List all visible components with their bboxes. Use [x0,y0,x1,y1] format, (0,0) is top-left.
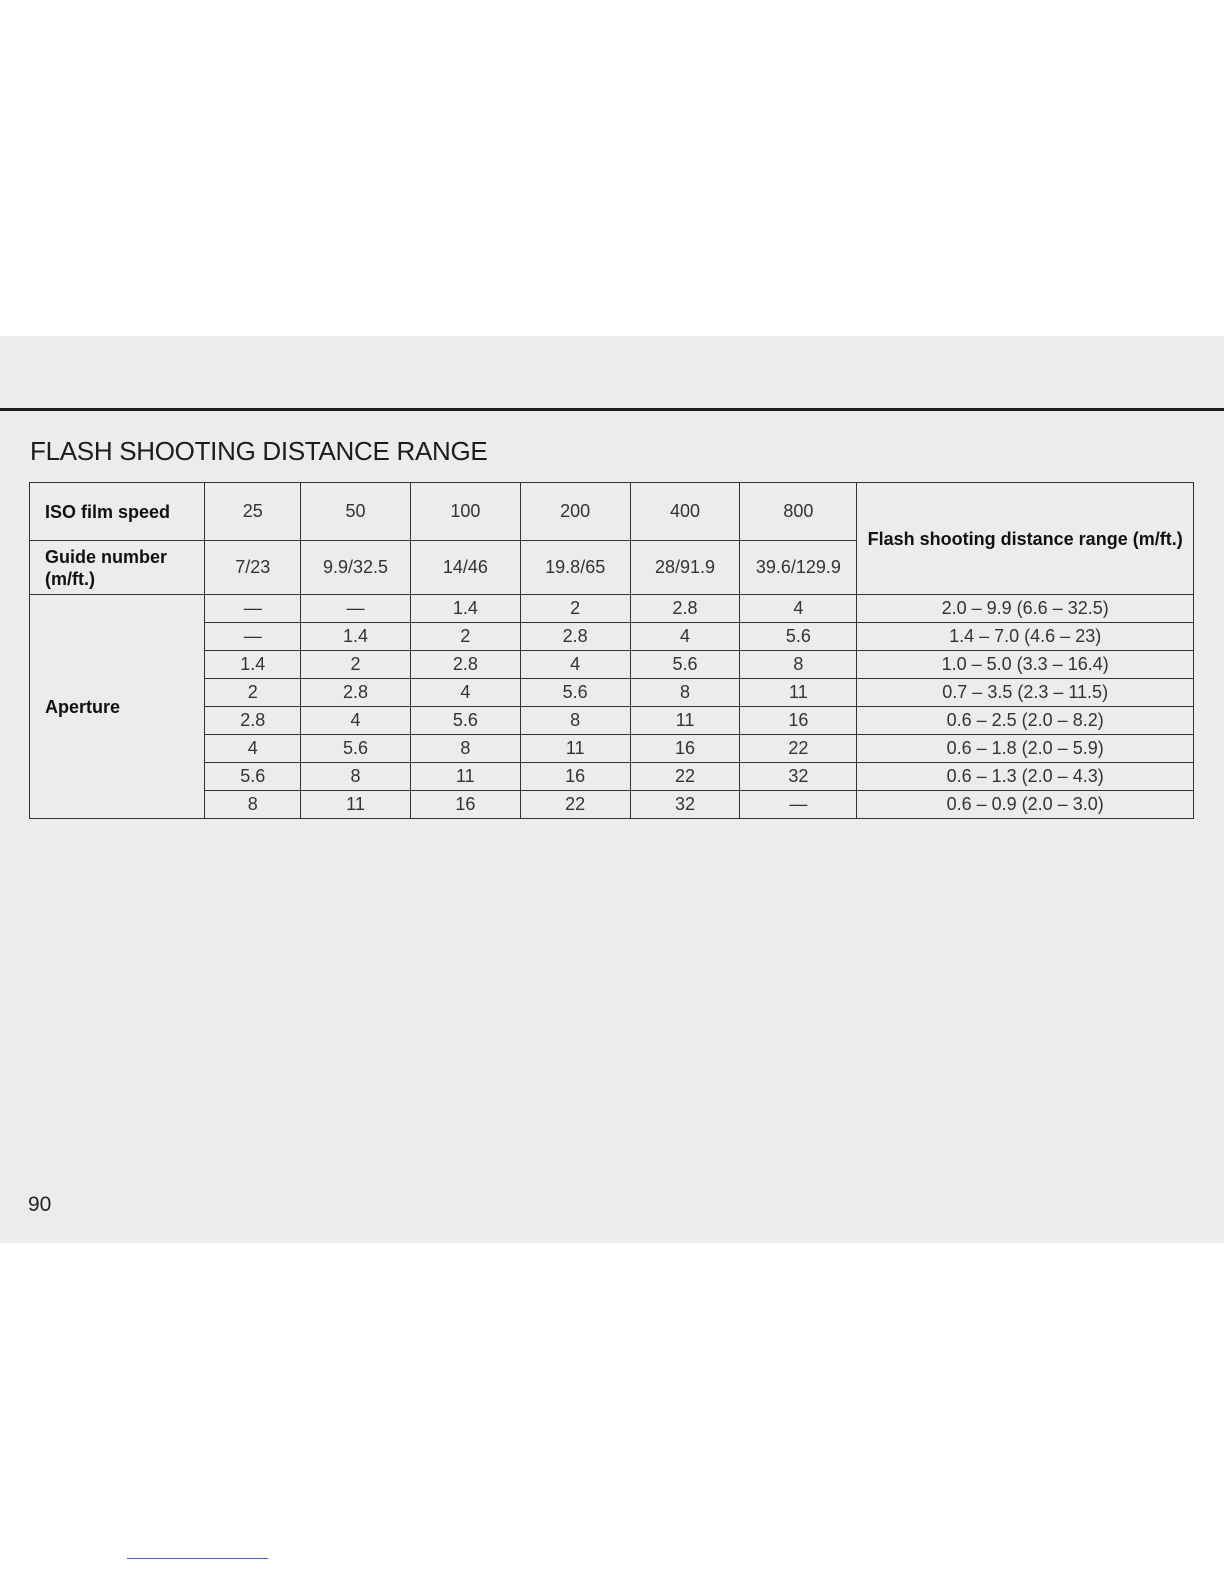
aperture-cell: 1.4 [301,623,411,651]
guide-value: 7/23 [205,541,301,595]
guide-value: 28/91.9 [630,541,740,595]
aperture-cell: 8 [410,735,520,763]
aperture-cell: 22 [630,763,740,791]
guide-label: Guide number (m/ft.) [30,541,205,595]
aperture-row [30,595,1194,623]
aperture-cell: 22 [520,791,630,819]
aperture-cell: 11 [630,707,740,735]
guide-value: 39.6/129.9 [740,541,857,595]
iso-value: 25 [205,483,301,541]
guide-value: 14/46 [410,541,520,595]
range-cell: 0.6 – 1.3 (2.0 – 4.3) [857,763,1194,791]
aperture-cell: 2 [301,651,411,679]
iso-value: 800 [740,483,857,541]
aperture-row [30,651,1194,679]
page-number: 90 [28,1193,52,1216]
manual-page [0,336,1224,1243]
aperture-cell: 2.8 [410,651,520,679]
range-cell: 1.4 – 7.0 (4.6 – 23) [857,623,1194,651]
aperture-cell: 11 [301,791,411,819]
range-cell: 2.0 – 9.9 (6.6 – 32.5) [857,595,1194,623]
aperture-cell: 8 [630,679,740,707]
aperture-cell: 5.6 [301,735,411,763]
aperture-cell: 4 [301,707,411,735]
range-header: Flash shooting distance range (m/ft.) [857,483,1194,595]
iso-value: 200 [520,483,630,541]
aperture-cell: 4 [520,651,630,679]
aperture-cell: — [205,623,301,651]
aperture-cell: 32 [630,791,740,819]
range-cell: 1.0 – 5.0 (3.3 – 16.4) [857,651,1194,679]
aperture-cell: 4 [205,735,301,763]
range-cell: 0.6 – 0.9 (2.0 – 3.0) [857,791,1194,819]
aperture-cell: 4 [410,679,520,707]
range-cell: 0.6 – 2.5 (2.0 – 8.2) [857,707,1194,735]
aperture-cell: 22 [740,735,857,763]
page-title: FLASH SHOOTING DISTANCE RANGE [30,436,488,467]
iso-label: ISO film speed [30,483,205,541]
flash-range-table [29,482,1194,819]
aperture-cell: 4 [740,595,857,623]
aperture-cell: 16 [740,707,857,735]
guide-value: 9.9/32.5 [301,541,411,595]
iso-value: 100 [410,483,520,541]
aperture-cell: 2 [205,679,301,707]
aperture-row [30,763,1194,791]
aperture-cell: 16 [630,735,740,763]
aperture-cell: 2.8 [520,623,630,651]
iso-row [30,483,1194,541]
aperture-cell: 11 [410,763,520,791]
aperture-cell: 1.4 [205,651,301,679]
aperture-cell: 16 [520,763,630,791]
aperture-cell: — [301,595,411,623]
aperture-cell: 5.6 [520,679,630,707]
aperture-cell: 16 [410,791,520,819]
guide-value: 19.8/65 [520,541,630,595]
aperture-cell: 8 [301,763,411,791]
range-cell: 0.6 – 1.8 (2.0 – 5.9) [857,735,1194,763]
header-rule [0,408,1224,411]
footer-link-underline [127,1558,268,1559]
aperture-cell: 5.6 [740,623,857,651]
aperture-cell: 4 [630,623,740,651]
aperture-cell: 2.8 [205,707,301,735]
aperture-cell: 8 [205,791,301,819]
aperture-cell: 5.6 [410,707,520,735]
aperture-cell: 2.8 [301,679,411,707]
aperture-cell: 2.8 [630,595,740,623]
aperture-cell: — [205,595,301,623]
range-cell: 0.7 – 3.5 (2.3 – 11.5) [857,679,1194,707]
iso-value: 400 [630,483,740,541]
iso-value: 50 [301,483,411,541]
aperture-row [30,679,1194,707]
aperture-cell: 8 [740,651,857,679]
aperture-row [30,623,1194,651]
aperture-cell: 11 [740,679,857,707]
aperture-cell: 1.4 [410,595,520,623]
aperture-cell: 32 [740,763,857,791]
aperture-cell: 8 [520,707,630,735]
aperture-cell: 2 [520,595,630,623]
aperture-row [30,735,1194,763]
aperture-cell: 2 [410,623,520,651]
aperture-label: Aperture [30,595,205,819]
aperture-row [30,707,1194,735]
aperture-cell: 5.6 [630,651,740,679]
aperture-row [30,791,1194,819]
aperture-cell: 11 [520,735,630,763]
aperture-cell: 5.6 [205,763,301,791]
aperture-cell: — [740,791,857,819]
